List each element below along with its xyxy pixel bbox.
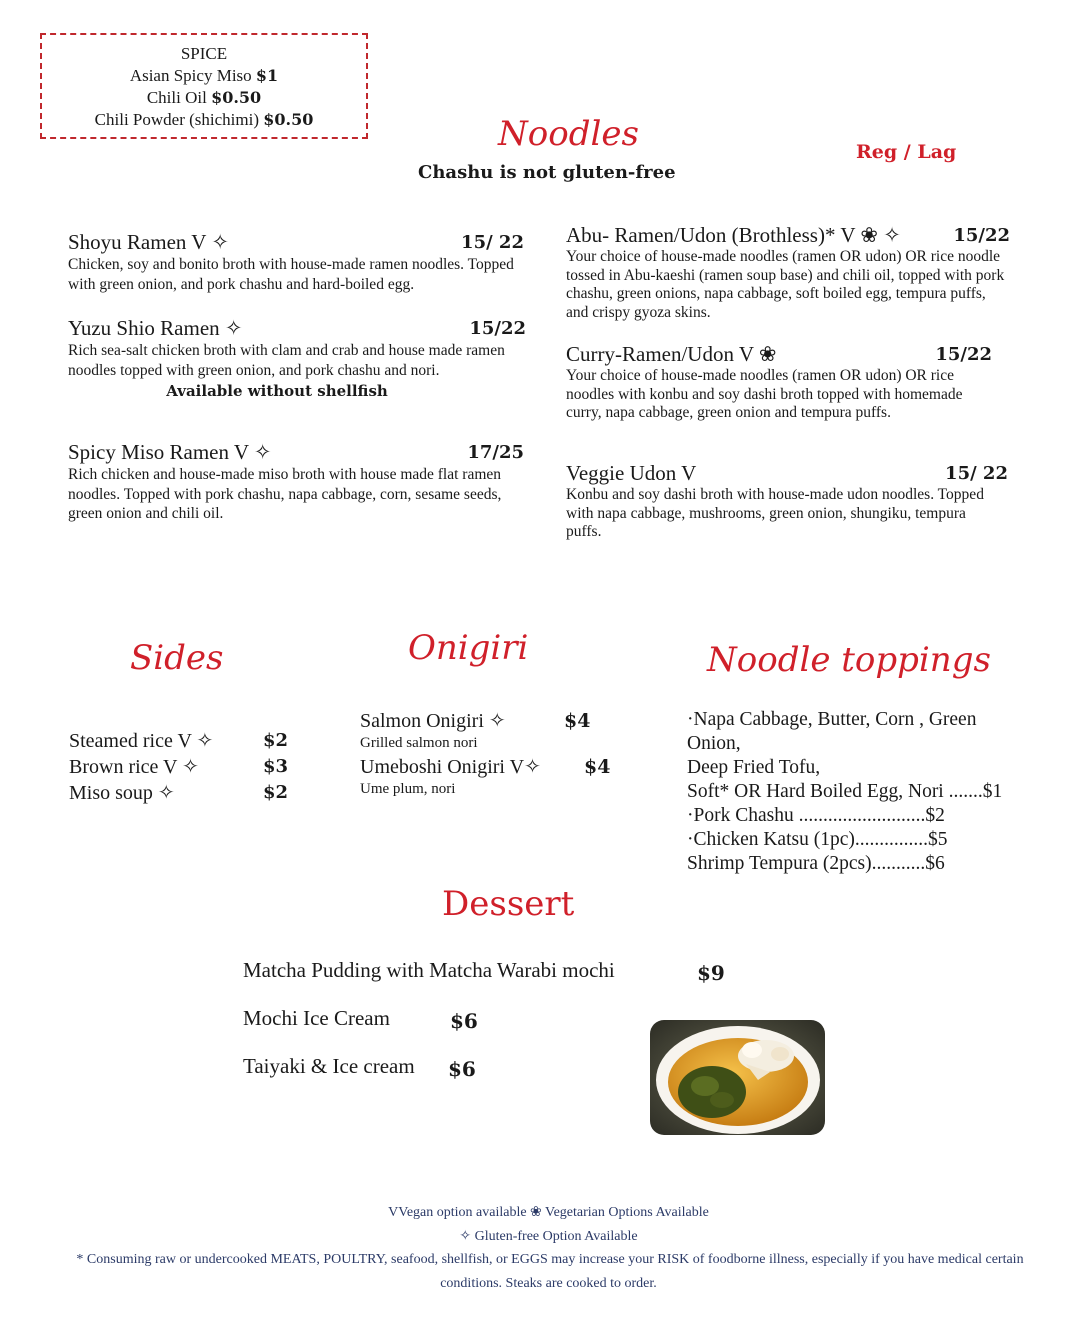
noodle-item [68,440,524,524]
gluten-note: Chashu is not gluten-free [418,162,676,183]
food-warning: * Consuming raw or undercooked MEATS, POULTRY, seafood, shellfish, or EGGS may increase your RISK of foodborne illness, especially if you have medical certain [76,1252,1024,1267]
toppings-title: Noodle toppings [707,640,991,680]
onigiri-list [360,708,620,799]
noodle-item [566,461,1010,542]
item-price: 15/ 22 [945,463,1008,484]
noodles-title: Noodles [498,114,639,154]
list-item [69,728,294,754]
dessert-price: $6 [448,1057,476,1081]
item-price: 15/22 [469,318,526,339]
list-item: Soft* OR Hard Boiled Egg, Nori .......$1 [687,781,1003,802]
dessert-item [243,1006,390,1031]
toppings-list [687,708,1027,876]
dessert-name: Mochi Ice Cream [243,1006,390,1030]
side-price: $3 [263,756,289,777]
spice-box [40,33,368,139]
item-price: 15/22 [935,344,992,365]
spice-item: Asian Spicy Miso $1 [129,66,279,85]
noodle-item [566,223,1010,322]
onigiri-price: $4 [564,710,591,732]
list-item [360,708,620,734]
side-price: $2 [263,730,289,751]
item-price: 15/22 [953,225,1010,246]
item-desc: Chicken, soy and bonito broth with house-made ramen noodles. Topped with green onion, and pork chashu and hard-boiled egg. [68,256,514,293]
food-warning-cont: conditions. Steaks are cooked to order. [440,1276,657,1291]
item-name: Abu- Ramen/Udon (Brothless)* V ❀ ✧ [566,223,901,247]
spice-item: Chili Powder (shichimi) $0.50 [94,110,314,129]
diet-legend: VVegan option available ❀ Vegetarian Options Available [388,1205,709,1220]
dessert-item [243,1054,415,1079]
sides-title: Sides [130,638,224,678]
spice-title: SPICE [180,44,228,63]
dessert-name: Matcha Pudding with Matcha Warabi mochi [243,958,615,982]
item-note: Available without shellfish [166,382,388,400]
onigiri-name: Salmon Onigiri ✧ [360,710,506,732]
list-item: ·Pork Chashu ..........................$2 [687,805,945,826]
dessert-photo [650,1020,825,1135]
item-name: Spicy Miso Ramen V ✧ [68,440,272,464]
side-name: Steamed rice V ✧ [69,730,214,752]
onigiri-desc: Ume plum, nori [360,780,456,797]
dessert-price: $6 [450,1009,478,1033]
dessert-item [243,958,615,983]
item-desc: Konbu and soy dashi broth with house-made udon noodles. Topped with napa cabbage, mushrooms, green onion, shungiku, tempura puffs. [566,486,984,540]
list-item: Shrimp Tempura (2pcs)...........$6 [687,853,945,874]
side-name: Brown rice V ✧ [69,756,199,778]
item-name: Shoyu Ramen V ✧ [68,230,229,254]
item-price: 17/25 [467,442,524,463]
side-price: $2 [263,782,289,803]
list-item [360,754,620,780]
noodle-item [68,316,526,400]
item-name: Curry-Ramen/Udon V ❀ [566,342,777,366]
item-desc: Rich chicken and house-made miso broth with house made flat ramen noodles. Topped with pork chashu, napa cabbage, corn, sesame seeds, green onion and chili oil. [68,466,502,522]
list-item: Onion, [687,733,741,754]
onigiri-desc: Grilled salmon nori [360,735,478,751]
gluten-legend: ✧ Gluten-free Option Available [459,1229,638,1244]
item-desc: Your choice of house-made noodles (ramen OR udon) OR rice noodle tossed in Abu-kaeshi (ramen soup base) and chili oil, topped with pork chashu, green onions, napa cabbage, soft boiled egg, tempura puffs, and crispy gyoza skins. [566,248,1005,321]
side-name: Miso soup ✧ [69,782,175,804]
item-desc: Your choice of house-made noodles (ramen OR udon) OR rice noodles with konbu and soy dashi broth topped with homemade curry, napa cabbage, green onion and tempura puffs. [566,367,963,421]
noodle-item [566,342,994,423]
item-desc: Rich sea-salt chicken broth with clam and crab and house made ramen noodles topped with green onion, and pork chashu and nori. [68,342,505,379]
noodle-item [68,230,526,294]
sides-list [69,728,294,806]
item-name: Veggie Udon V [566,461,697,485]
spice-item: Chili Oil $0.50 [146,88,262,107]
onigiri-title: Onigiri [408,628,529,668]
list-item: ·Chicken Katsu (1pc)...............$5 [687,829,948,850]
size-label: Reg / Lag [856,141,957,163]
list-item [69,780,294,806]
dessert-title: Dessert [442,884,575,924]
list-item [69,754,294,780]
matcha-pudding-image [650,1020,825,1135]
dessert-price: $9 [697,961,725,985]
onigiri-price: $4 [584,755,611,778]
item-price: 15/ 22 [461,232,524,253]
dessert-name: Taiyaki & Ice cream [243,1054,415,1078]
onigiri-name: Umeboshi Onigiri V✧ [360,755,541,778]
list-item: ·Napa Cabbage, Butter, Corn , Green [687,709,977,730]
list-item: Deep Fried Tofu, [687,757,821,778]
item-name: Yuzu Shio Ramen ✧ [68,316,243,340]
